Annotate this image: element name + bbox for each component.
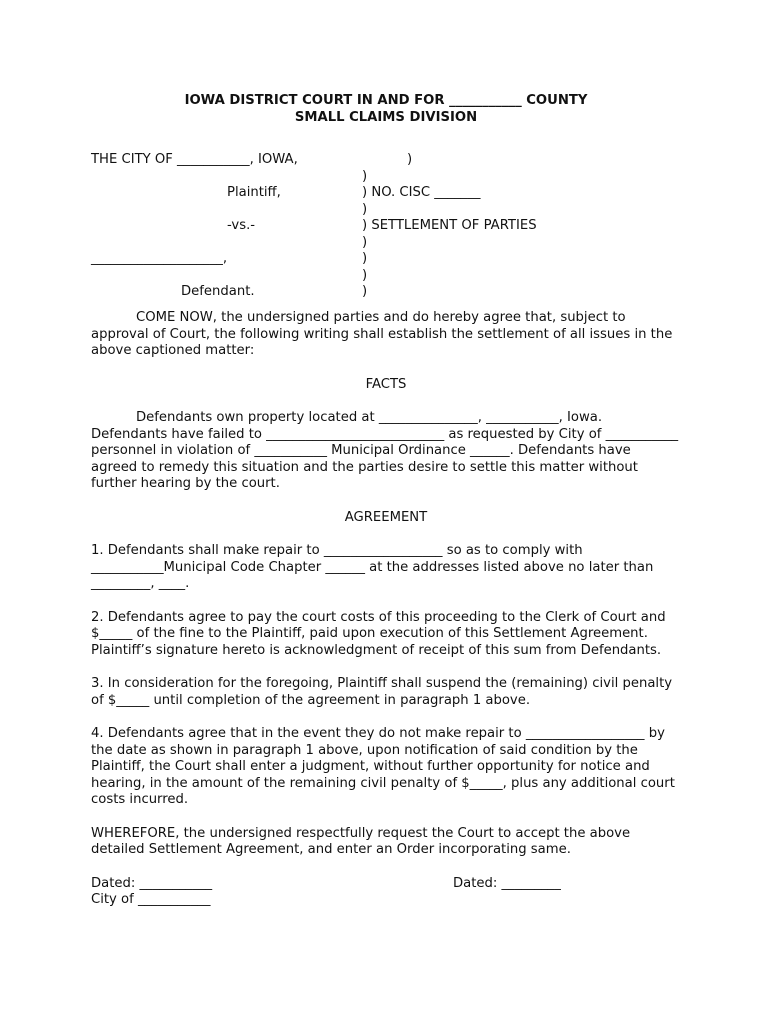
facts-heading: FACTS — [365, 376, 407, 392]
agreement-item-2: 2. Defendants agree to pay the court costs of this proceeding to the Clerk of Court and $_____ of the fine to the Plaintiff, paid upon execution of this Settlement Agreement. Plaintiff’s signature hereto is acknowledgment of receipt of this sum from Defendants. — [91, 609, 666, 658]
paren-line: ) — [362, 251, 368, 266]
plaintiff-label: Plaintiff, — [227, 185, 281, 200]
agreement-heading: AGREEMENT — [344, 509, 428, 525]
paren-line: ) — [362, 267, 368, 283]
paren-line: ) — [362, 168, 368, 184]
city-of-signature: City of ___________ — [91, 892, 211, 907]
versus-label: -vs.- — [227, 218, 256, 233]
agreement-item-4: 4. Defendants agree that in the event they do not make repair to __________________ by the date as shown in paragraph 1 above, upon notification of said condition by the Plaintiff, the Court shall enter a judgment, without further opportunity for notice and hearing, in the amount of the remaining civil penalty of $_____, plus any additional court costs incurred. — [91, 726, 675, 807]
intro-paragraph: COME NOW, the undersigned parties and do hereby agree that, subject to approval of Court, the following writing shall establish the settlement of all issues in the above captioned matter: — [91, 310, 673, 358]
paren-line: ) SETTLEMENT OF PARTIES — [362, 218, 537, 233]
defendant-name-blank: ____________________, — [91, 251, 228, 266]
defendant-label: Defendant. — [181, 284, 255, 299]
paren-line: ) NO. CISC _______ — [362, 185, 481, 200]
agreement-item-3: 3. In consideration for the foregoing, Plaintiff shall suspend the (remaining) civil penalty of $_____ until completion of the agreement in paragraph 1 above. — [91, 676, 673, 708]
city-of-line: THE CITY OF ___________, IOWA, — [91, 152, 298, 167]
document-page — [91, 93, 681, 912]
paren-line: ) — [362, 201, 368, 217]
division-title: SMALL CLAIMS DIVISION — [294, 109, 478, 125]
caption-paren-top: ) — [407, 152, 413, 167]
paren-line: ) — [362, 284, 368, 299]
case-caption — [91, 152, 681, 299]
court-title: IOWA DISTRICT COURT IN AND FOR ___________ COUNTY — [184, 93, 588, 108]
wherefore-paragraph: WHEREFORE, the undersigned respectfully request the Court to accept the above detailed Settlement Agreement, and enter an Order incorporating same. — [91, 825, 631, 857]
agreement-item-1: 1. Defendants shall make repair to __________________ so as to comply with ___________Municipal Code Chapter ______ at the addresses listed above no later than _________, ____. — [91, 543, 654, 591]
paren-line: ) — [362, 234, 368, 250]
dated-right: Dated: _________ — [453, 875, 561, 891]
caption-paren-column — [362, 169, 537, 301]
signature-block — [91, 876, 681, 912]
facts-paragraph: Defendants own property located at _______________, ___________, Iowa. Defendants have failed to ___________________________ as requested by City of ___________ personnel in violation of ___________ Municipal Ordinance ______. Defendants have agreed to remedy this situation and the parties desire to settle this matter without further hearing by the court. — [91, 410, 679, 491]
dated-left: Dated: ___________ — [91, 875, 213, 891]
